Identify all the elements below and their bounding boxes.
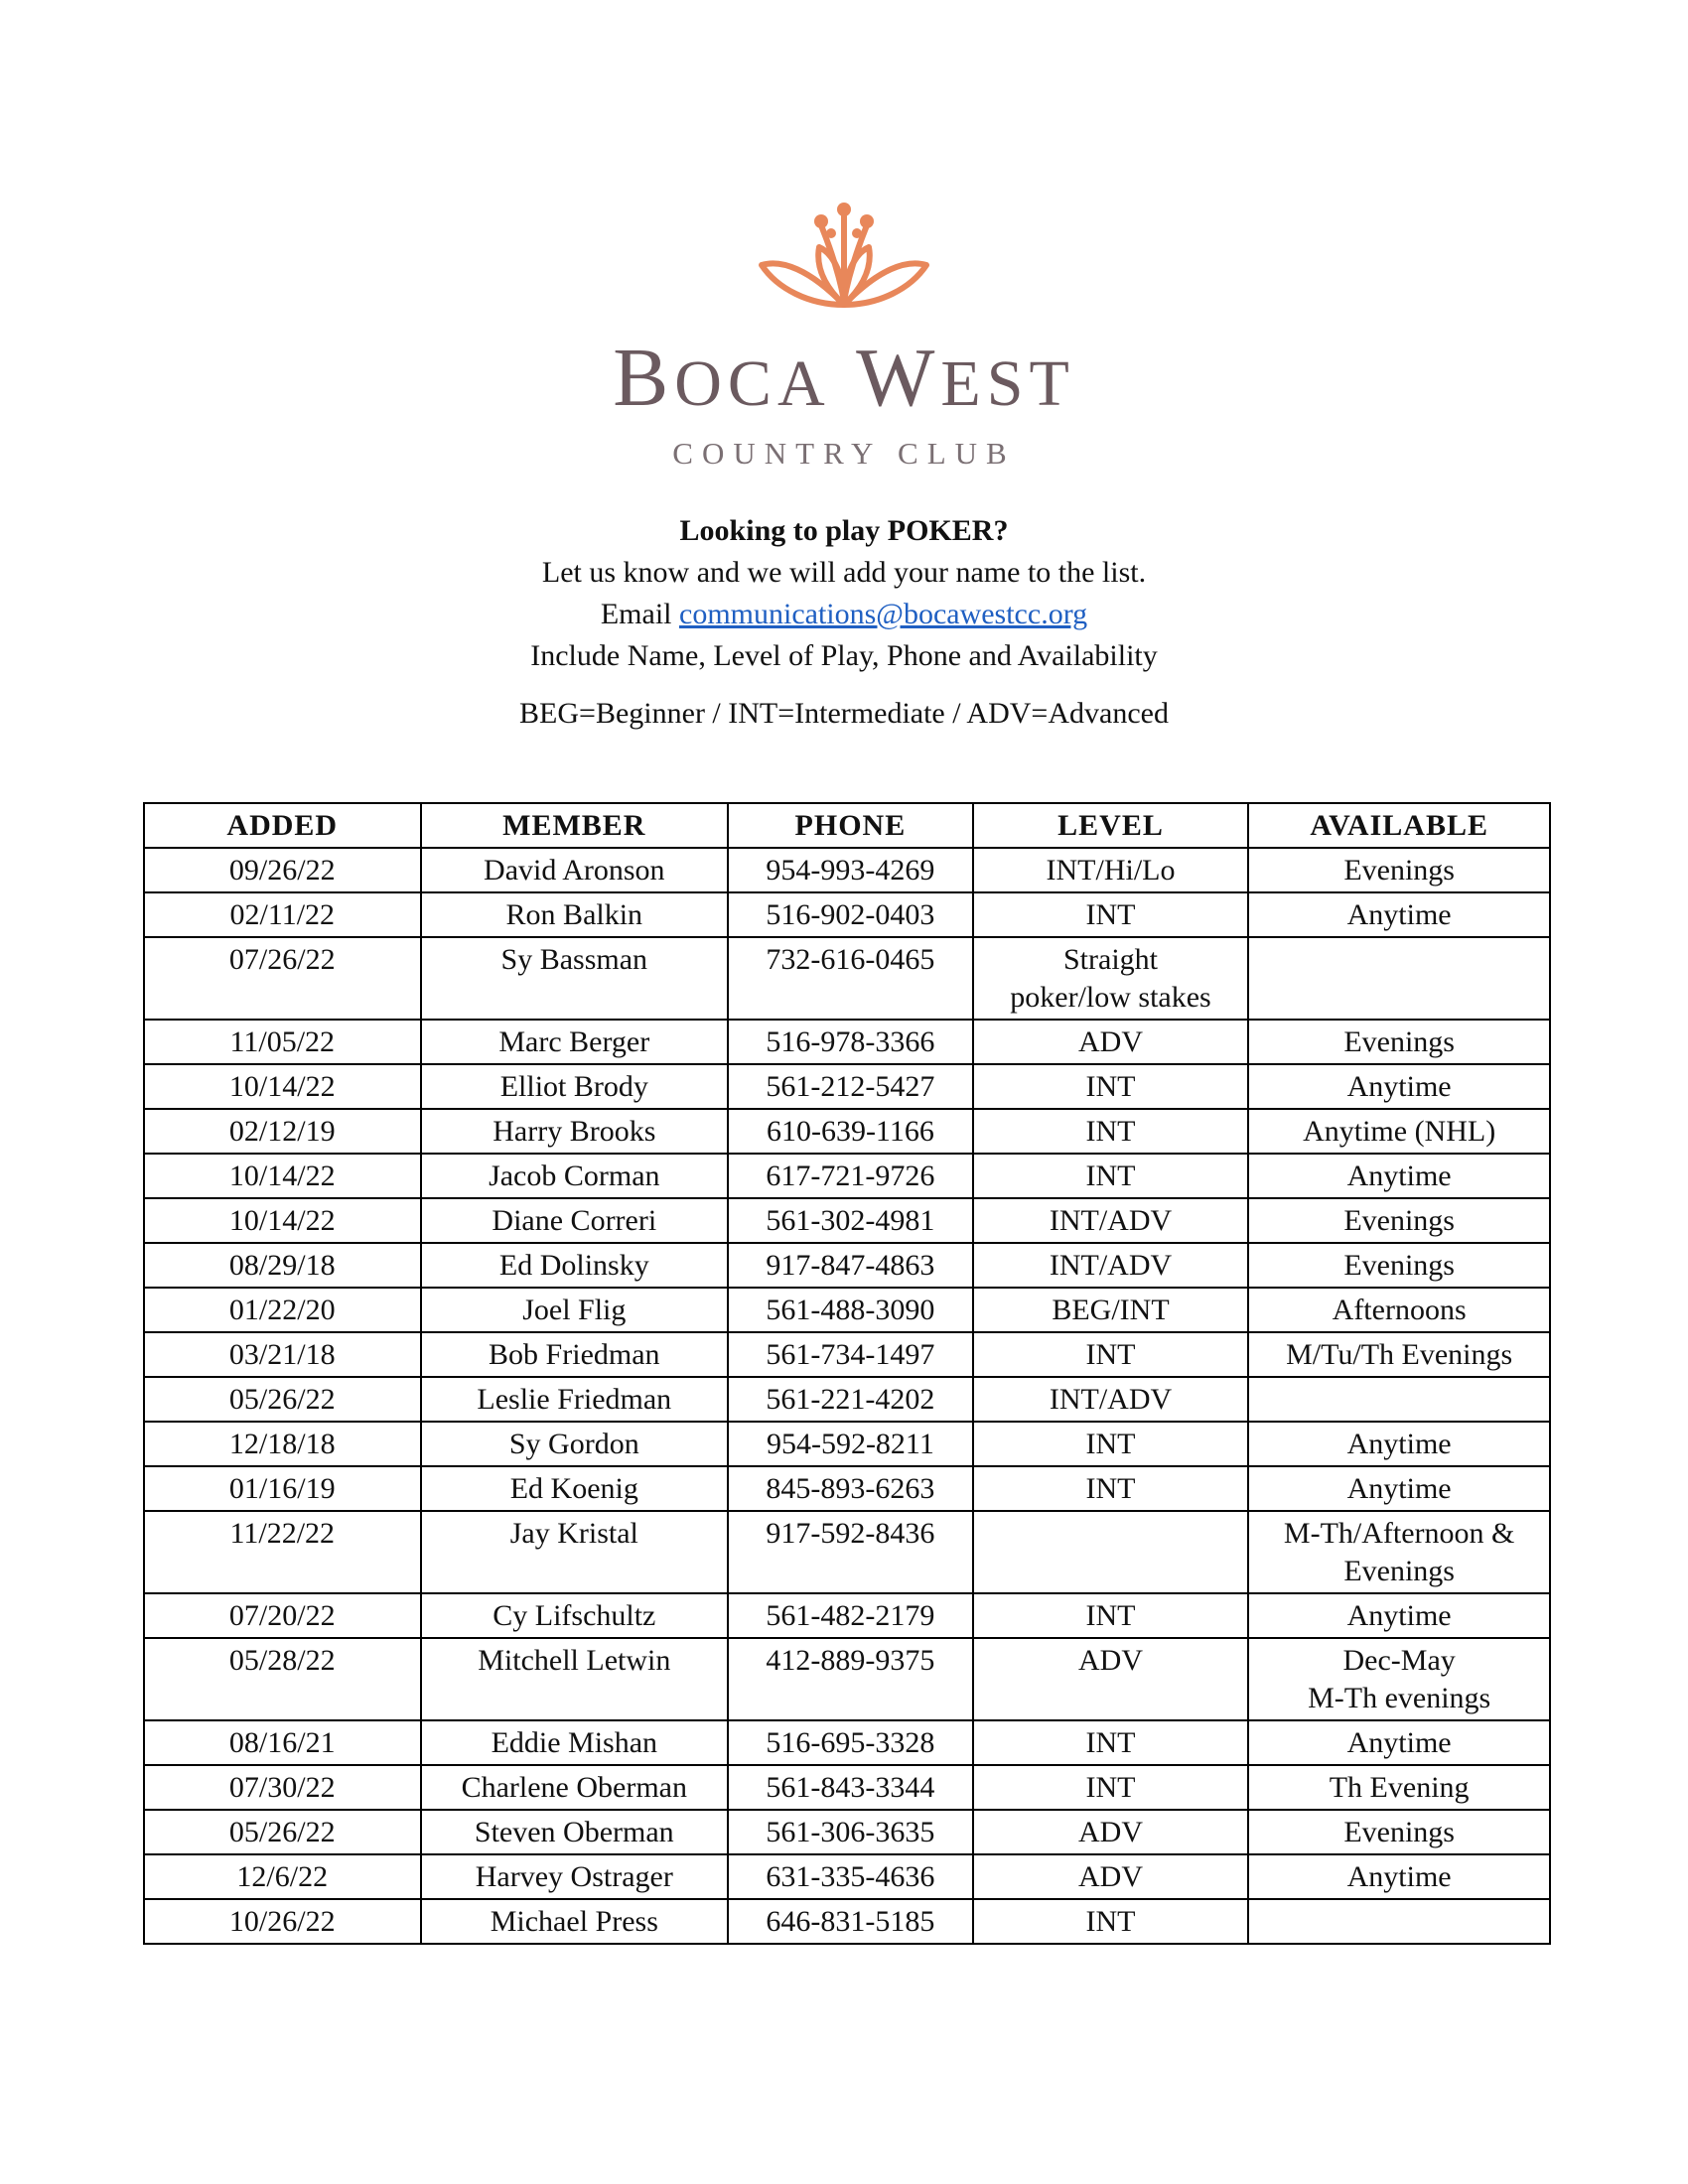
cell-member: Joel Flig [421, 1288, 729, 1332]
cell-added: 10/14/22 [144, 1064, 421, 1109]
cell-member: Elliot Brody [421, 1064, 729, 1109]
cell-added: 07/20/22 [144, 1593, 421, 1638]
table-header-row [144, 803, 1550, 848]
table-row [144, 1593, 1550, 1638]
cell-added: 10/14/22 [144, 1198, 421, 1243]
headline: Looking to play POKER? [679, 514, 1009, 547]
table-row [144, 1064, 1550, 1109]
cell-available: Evenings [1248, 1810, 1550, 1854]
cell-phone: 845-893-6263 [728, 1466, 973, 1511]
header-phone: PHONE [728, 803, 973, 848]
table-row [144, 1288, 1550, 1332]
cell-member: Leslie Friedman [421, 1377, 729, 1422]
cell-available: Evenings [1248, 1243, 1550, 1288]
table-row [144, 1332, 1550, 1377]
table-row [144, 1198, 1550, 1243]
cell-available [1248, 1899, 1550, 1944]
cell-level: INT [973, 1466, 1249, 1511]
cell-member: Harry Brooks [421, 1109, 729, 1154]
email-label: Email [600, 598, 672, 630]
email-line [0, 594, 1688, 635]
cell-phone: 561-306-3635 [728, 1810, 973, 1854]
table-body [144, 848, 1550, 1944]
cell-available: Anytime [1248, 1720, 1550, 1765]
table-row [144, 1765, 1550, 1810]
cell-available: Dec-May M-Th evenings [1248, 1638, 1550, 1720]
cell-available [1248, 1377, 1550, 1422]
cell-phone: 954-592-8211 [728, 1422, 973, 1466]
cell-added: 12/6/22 [144, 1854, 421, 1899]
cell-added: 05/28/22 [144, 1638, 421, 1720]
cell-phone: 917-847-4863 [728, 1243, 973, 1288]
club-logo [0, 194, 1688, 472]
cell-level: ADV [973, 1638, 1249, 1720]
cell-member: Michael Press [421, 1899, 729, 1944]
header-member: MEMBER [421, 803, 729, 848]
table-row [144, 1154, 1550, 1198]
cell-level: ADV [973, 1020, 1249, 1064]
cell-phone: 561-843-3344 [728, 1765, 973, 1810]
table-row [144, 1810, 1550, 1854]
cell-member: Cy Lifschultz [421, 1593, 729, 1638]
cell-added: 08/16/21 [144, 1720, 421, 1765]
cell-phone: 516-978-3366 [728, 1020, 973, 1064]
cell-member: Bob Friedman [421, 1332, 729, 1377]
cell-added: 10/26/22 [144, 1899, 421, 1944]
table-row [144, 1854, 1550, 1899]
cell-member: Ron Balkin [421, 892, 729, 937]
header-available: AVAILABLE [1248, 803, 1550, 848]
table-row [144, 1466, 1550, 1511]
hibiscus-flower-icon [750, 194, 938, 313]
cell-phone: 516-695-3328 [728, 1720, 973, 1765]
table-row [144, 1020, 1550, 1064]
table-row [144, 1638, 1550, 1720]
table-row [144, 1511, 1550, 1593]
intro-text [0, 510, 1688, 677]
cell-added: 01/22/20 [144, 1288, 421, 1332]
cell-level: INT [973, 1109, 1249, 1154]
cell-added: 09/26/22 [144, 848, 421, 892]
cell-phone: 412-889-9375 [728, 1638, 973, 1720]
table-row [144, 848, 1550, 892]
cell-available: Evenings [1248, 848, 1550, 892]
cell-phone: 561-221-4202 [728, 1377, 973, 1422]
cell-available: Evenings [1248, 1198, 1550, 1243]
cell-level: INT [973, 1765, 1249, 1810]
table-row [144, 1109, 1550, 1154]
cell-available: Anytime [1248, 1854, 1550, 1899]
cell-phone: 561-482-2179 [728, 1593, 973, 1638]
table-row [144, 937, 1550, 1020]
cell-added: 05/26/22 [144, 1810, 421, 1854]
cell-added: 08/29/18 [144, 1243, 421, 1288]
cell-member: Sy Bassman [421, 937, 729, 1020]
cell-phone: 561-734-1497 [728, 1332, 973, 1377]
cell-member: David Aronson [421, 848, 729, 892]
cell-available: Anytime [1248, 1422, 1550, 1466]
cell-level: BEG/INT [973, 1288, 1249, 1332]
cell-phone: 646-831-5185 [728, 1899, 973, 1944]
level-legend: BEG=Beginner / INT=Intermediate / ADV=Advanced [519, 697, 1169, 730]
cell-available: Afternoons [1248, 1288, 1550, 1332]
cell-added: 05/26/22 [144, 1377, 421, 1422]
cell-level: INT [973, 1720, 1249, 1765]
club-name: BOCA WEST [613, 332, 1075, 424]
cell-available: Anytime (NHL) [1248, 1109, 1550, 1154]
cell-level: INT [973, 1422, 1249, 1466]
cell-added: 02/12/19 [144, 1109, 421, 1154]
cell-level: INT [973, 892, 1249, 937]
cell-level: INT/ADV [973, 1198, 1249, 1243]
cell-available: M-Th/Afternoon & Evenings [1248, 1511, 1550, 1593]
table-row [144, 1243, 1550, 1288]
cell-member: Marc Berger [421, 1020, 729, 1064]
cell-member: Harvey Ostrager [421, 1854, 729, 1899]
table-row [144, 1377, 1550, 1422]
cell-added: 07/26/22 [144, 937, 421, 1020]
cell-member: Charlene Oberman [421, 1765, 729, 1810]
cell-phone: 631-335-4636 [728, 1854, 973, 1899]
cell-level: INT [973, 1064, 1249, 1109]
header-added: ADDED [144, 803, 421, 848]
cell-added: 02/11/22 [144, 892, 421, 937]
cell-added: 11/22/22 [144, 1511, 421, 1593]
cell-available: Anytime [1248, 892, 1550, 937]
cell-level: INT [973, 1899, 1249, 1944]
cell-level: ADV [973, 1854, 1249, 1899]
cell-phone: 954-993-4269 [728, 848, 973, 892]
cell-available: Th Evening [1248, 1765, 1550, 1810]
cell-added: 12/18/18 [144, 1422, 421, 1466]
cell-level: INT/ADV [973, 1377, 1249, 1422]
intro-line-1: Let us know and we will add your name to the list. [541, 556, 1147, 589]
cell-member: Mitchell Letwin [421, 1638, 729, 1720]
cell-phone: 561-302-4981 [728, 1198, 973, 1243]
cell-level: INT/ADV [973, 1243, 1249, 1288]
table-row [144, 1720, 1550, 1765]
cell-member: Jay Kristal [421, 1511, 729, 1593]
cell-phone: 617-721-9726 [728, 1154, 973, 1198]
cell-member: Diane Correri [421, 1198, 729, 1243]
club-subtitle: COUNTRY CLUB [672, 436, 1016, 471]
cell-member: Jacob Corman [421, 1154, 729, 1198]
cell-level: Straight poker/low stakes [973, 937, 1249, 1020]
cell-added: 07/30/22 [144, 1765, 421, 1810]
cell-member: Eddie Mishan [421, 1720, 729, 1765]
cell-available: Anytime [1248, 1064, 1550, 1109]
table-row [144, 1422, 1550, 1466]
cell-phone: 732-616-0465 [728, 937, 973, 1020]
cell-level: INT [973, 1593, 1249, 1638]
cell-added: 03/21/18 [144, 1332, 421, 1377]
cell-added: 11/05/22 [144, 1020, 421, 1064]
cell-member: Steven Oberman [421, 1810, 729, 1854]
cell-phone: 561-488-3090 [728, 1288, 973, 1332]
cell-added: 01/16/19 [144, 1466, 421, 1511]
cell-available: Anytime [1248, 1154, 1550, 1198]
table-row [144, 892, 1550, 937]
header-level: LEVEL [973, 803, 1249, 848]
cell-added: 10/14/22 [144, 1154, 421, 1198]
cell-phone: 516-902-0403 [728, 892, 973, 937]
intro-line-3: Include Name, Level of Play, Phone and Availability [530, 639, 1158, 672]
table-row [144, 1899, 1550, 1944]
cell-available [1248, 937, 1550, 1020]
cell-member: Sy Gordon [421, 1422, 729, 1466]
poker-member-table [143, 802, 1551, 1945]
cell-level [973, 1511, 1249, 1593]
cell-phone: 917-592-8436 [728, 1511, 973, 1593]
cell-phone: 561-212-5427 [728, 1064, 973, 1109]
cell-level: INT [973, 1332, 1249, 1377]
cell-available: Anytime [1248, 1466, 1550, 1511]
cell-phone: 610-639-1166 [728, 1109, 973, 1154]
cell-level: ADV [973, 1810, 1249, 1854]
cell-member: Ed Dolinsky [421, 1243, 729, 1288]
cell-available: Anytime [1248, 1593, 1550, 1638]
cell-member: Ed Koenig [421, 1466, 729, 1511]
cell-available: Evenings [1248, 1020, 1550, 1064]
email-link[interactable]: communications@bocawestcc.org [679, 598, 1088, 630]
cell-level: INT/Hi/Lo [973, 848, 1249, 892]
cell-available: M/Tu/Th Evenings [1248, 1332, 1550, 1377]
cell-level: INT [973, 1154, 1249, 1198]
